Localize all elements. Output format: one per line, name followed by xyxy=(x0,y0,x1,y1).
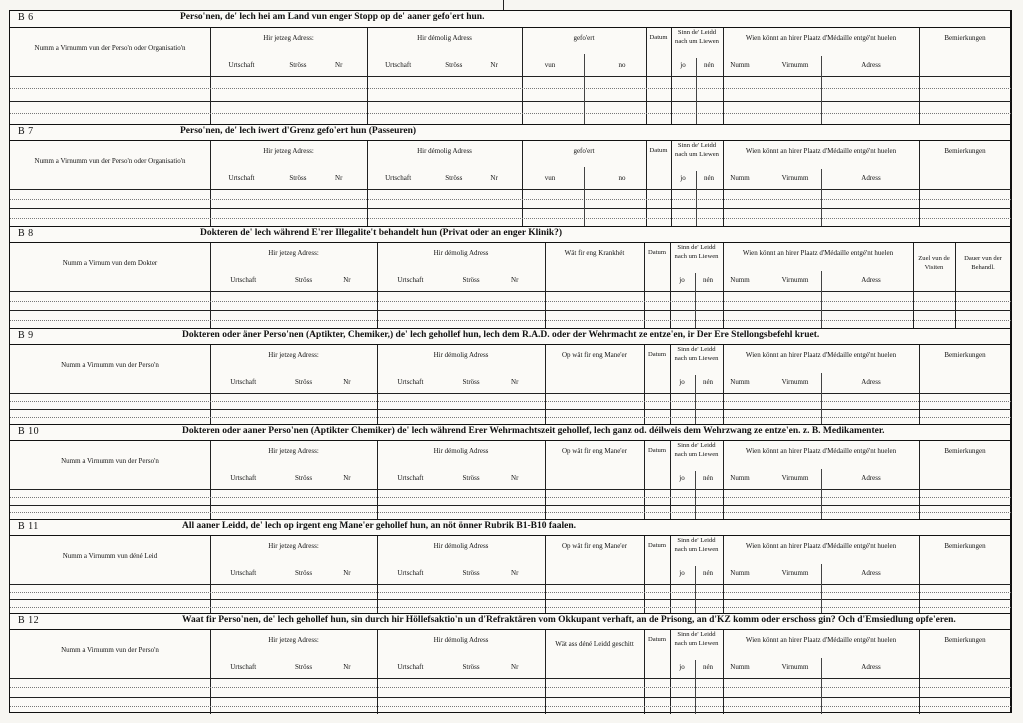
subheader-nr: Nr xyxy=(511,569,519,577)
column-header-medal: Wien könnt an hirer Plaatz d'Médaille entgé'nt huelen xyxy=(745,447,897,455)
column-header-name: Numm a Virnumm vun der Perso'n oder Organisatio'n xyxy=(34,44,186,52)
entry-row-rule xyxy=(10,101,1011,102)
subheader-locality: Urtschaft xyxy=(397,276,424,284)
subheader-medal-first-name: Virnumm xyxy=(781,61,809,69)
subheader-medal-address: Adress xyxy=(861,474,881,482)
subheader-street: Ströss xyxy=(462,378,480,386)
column-header-former-address: Hir démolig Adress xyxy=(433,542,489,550)
subheader-locality: Urtschaft xyxy=(230,276,257,284)
entry-dotted-rule xyxy=(10,113,1011,114)
subheader-medal-name: Numm xyxy=(730,61,750,69)
subheader-medal-address: Adress xyxy=(861,61,881,69)
entry-dotted-rule xyxy=(10,497,1011,498)
section-b-12 xyxy=(10,613,1010,714)
subdivider xyxy=(821,658,822,714)
subheader-yes: jo xyxy=(679,663,685,671)
column-header-date: Datum xyxy=(648,636,666,643)
subheader-street: Ströss xyxy=(289,174,307,182)
subheader-medal-first-name: Virnumm xyxy=(781,569,809,577)
column-header-current-address: Hir jetzeg Adress: xyxy=(268,542,319,550)
column-header-duration: Dauer vun der Behandl. xyxy=(964,255,1002,271)
column-header-former-address: Hir démolig Adress xyxy=(433,249,489,257)
subheader-nr: Nr xyxy=(511,276,519,284)
entry-dotted-rule xyxy=(10,301,1011,302)
entry-row-rule xyxy=(10,505,1011,506)
column-rule xyxy=(670,630,671,714)
subheader-street: Ströss xyxy=(294,378,313,386)
subheader-medal-name: Numm xyxy=(730,276,750,284)
column-header-alive: Sinn de' Leidd nach um Liewen xyxy=(674,537,719,553)
subheader-nr: Nr xyxy=(343,663,351,671)
column-header-date: Datum xyxy=(648,351,666,358)
column-header-date: Datum xyxy=(649,34,668,41)
subheader-to: no xyxy=(618,61,626,69)
subdivider xyxy=(584,167,585,226)
subdivider xyxy=(821,373,822,424)
section-table xyxy=(10,441,1010,519)
section-code: B 6 xyxy=(18,12,34,23)
subheader-no: nén xyxy=(702,663,714,671)
subheader-medal-first-name: Virnumm xyxy=(781,378,809,386)
column-header-medal: Wien könnt an hirer Plaatz d'Médaille entgé'nt huelen xyxy=(745,351,897,359)
entry-dotted-rule xyxy=(10,687,1011,688)
subheader-street: Ströss xyxy=(462,276,480,284)
subheader-medal-address: Adress xyxy=(861,276,881,284)
subheader-nr: Nr xyxy=(490,174,498,182)
subheader-locality: Urtschaft xyxy=(397,569,424,577)
entry-row-rule xyxy=(10,208,1011,209)
column-header-former-address: Hir démolig Adress xyxy=(433,636,489,644)
subheader-no: nén xyxy=(703,174,715,182)
section-header-bar xyxy=(10,613,1010,630)
subheader-street: Ströss xyxy=(294,663,313,671)
subheader-no: nén xyxy=(702,276,714,284)
column-header-former-address: Hir démolig Adress xyxy=(417,34,472,42)
section-code: B 7 xyxy=(18,126,34,137)
column-header-date: Datum xyxy=(648,542,666,549)
section-code: B 12 xyxy=(18,615,40,626)
column-header-former-address: Hir démolig Adress xyxy=(417,147,472,155)
subheader-street: Ströss xyxy=(289,61,307,69)
subdivider xyxy=(695,471,696,519)
column-rule xyxy=(723,441,724,519)
subheader-no: nén xyxy=(702,474,714,482)
column-header-name: Numm a Virnumm vun déné Leid xyxy=(62,552,158,560)
subheader-medal-first-name: Virnumm xyxy=(781,276,809,284)
column-header-remarks: Bemierkungen xyxy=(944,447,986,455)
subheader-locality: Urtschaft xyxy=(385,174,412,182)
subheader-street: Ströss xyxy=(445,174,463,182)
column-header-current-address: Hir jetzeg Adress: xyxy=(263,147,314,155)
column-rule xyxy=(670,536,671,613)
column-header-former-address: Hir démolig Adress xyxy=(433,351,489,359)
subdivider xyxy=(584,54,585,124)
entry-dotted-rule xyxy=(10,401,1011,402)
entry-dotted-rule xyxy=(10,607,1011,608)
entry-row-rule xyxy=(10,697,1011,698)
subheader-medal-name: Numm xyxy=(730,569,750,577)
column-header-name: Numm a Virnumm vun der Perso'n xyxy=(61,457,159,465)
column-header-remarks: Bemierkungen xyxy=(944,34,986,42)
subheader-no: nén xyxy=(702,378,714,386)
section-b-9 xyxy=(10,328,1010,424)
column-header-name: Numm a Virnumm vun der Perso'n oder Organisatio'n xyxy=(34,157,186,165)
subheader-medal-address: Adress xyxy=(861,174,881,182)
header-rule xyxy=(10,584,1011,585)
subdivider xyxy=(696,58,697,124)
section-table xyxy=(10,141,1010,226)
section-header-bar xyxy=(10,424,1010,441)
section-table xyxy=(10,536,1010,613)
subdivider xyxy=(696,171,697,226)
section-b-6 xyxy=(10,11,1010,124)
subheader-locality: Urtschaft xyxy=(397,378,424,386)
subheader-nr: Nr xyxy=(511,378,519,386)
subheader-no: nén xyxy=(702,569,714,577)
subheader-nr: Nr xyxy=(335,61,343,69)
column-header-name: Numm a Virnum vun dem Dokter xyxy=(62,259,158,267)
column-header-name: Numm a Virnumm vun der Perso'n xyxy=(61,646,159,654)
subheader-yes: jo xyxy=(680,174,686,182)
header-rule xyxy=(10,76,1011,77)
subheader-medal-first-name: Virnumm xyxy=(781,663,809,671)
section-table xyxy=(10,630,1010,714)
subheader-yes: jo xyxy=(679,378,685,386)
subheader-medal-address: Adress xyxy=(861,378,881,386)
column-header-special: Op wät fir eng Mane'er xyxy=(561,542,627,550)
section-b-7 xyxy=(10,124,1010,226)
column-header-special: Op wät fir eng Mane'er xyxy=(561,351,627,359)
section-b-10 xyxy=(10,424,1010,519)
section-title: Dokteren oder aaner Perso'nen (Aptikter Chemiker) de' lech während Erer Wehrmachtszeit gehollef, lech ganz od. déilweis dem Wehrzwang ze entze'en. z. B. Medikamenter. xyxy=(182,426,885,436)
section-title: Waat fir Perso'nen, de' lech gehollef hun, sin durch hir Höllefsaktio'n un d'Refraktären vom Okkupant verhaft, an de Prisong, an d'KZ komm oder erschoss gin? Och d'Emsiedlung opfe'eren. xyxy=(182,615,956,625)
section-title: All aaner Leidd, de' lech op irgent eng Mane'er gehollef hun, an nöt önner Rubrik B1-B10 faalen. xyxy=(182,521,577,531)
column-header-medal: Wien könnt an hirer Plaatz d'Médaille entgé'nt huelen xyxy=(742,249,894,257)
form-sheet xyxy=(9,10,1012,713)
entry-row-rule xyxy=(10,409,1011,410)
entry-dotted-rule xyxy=(10,88,1011,89)
column-header-date: Datum xyxy=(649,147,668,154)
column-header-medal: Wien könnt an hirer Plaatz d'Médaille entgé'nt huelen xyxy=(745,147,897,155)
header-rule xyxy=(10,393,1011,394)
section-title: Perso'nen, de' lech hei am Land vun enger Stopp op de' aaner gefo'ert hun. xyxy=(180,12,485,22)
subheader-street: Ströss xyxy=(462,663,480,671)
column-rule xyxy=(670,345,671,424)
column-header-date: Datum xyxy=(648,447,666,454)
column-rule xyxy=(723,345,724,424)
entry-dotted-rule xyxy=(10,417,1011,418)
subheader-nr: Nr xyxy=(343,569,351,577)
subdivider xyxy=(821,56,822,124)
column-rule xyxy=(545,630,546,714)
subheader-nr: Nr xyxy=(511,663,519,671)
column-header-remarks: Bemierkungen xyxy=(944,147,986,155)
subheader-street: Ströss xyxy=(462,474,480,482)
top-registration-mark xyxy=(503,0,504,10)
subheader-medal-first-name: Virnumm xyxy=(781,474,809,482)
subheader-street: Ströss xyxy=(294,276,313,284)
subheader-yes: jo xyxy=(679,276,685,284)
column-header-remarks: Bemierkungen xyxy=(944,636,986,644)
entry-row-rule xyxy=(10,599,1011,600)
subdivider xyxy=(821,271,822,328)
subheader-from: vun xyxy=(544,174,556,182)
header-rule xyxy=(10,189,1011,190)
section-code: B 11 xyxy=(18,521,39,532)
entry-dotted-rule xyxy=(10,592,1011,593)
header-rule xyxy=(10,489,1011,490)
subheader-locality: Urtschaft xyxy=(397,474,424,482)
column-header-current-address: Hir jetzeg Adress: xyxy=(268,249,319,257)
section-table xyxy=(10,345,1010,424)
subheader-street: Ströss xyxy=(294,569,313,577)
subheader-yes: jo xyxy=(680,61,686,69)
column-header-medal: Wien könnt an hirer Plaatz d'Médaille entgé'nt huelen xyxy=(745,636,897,644)
subheader-locality: Urtschaft xyxy=(230,663,257,671)
column-rule xyxy=(723,141,724,226)
section-header-bar xyxy=(10,226,1010,243)
column-rule xyxy=(671,141,672,226)
section-code: B 9 xyxy=(18,330,34,341)
entry-dotted-rule xyxy=(10,320,1011,321)
subheader-medal-first-name: Virnumm xyxy=(781,174,809,182)
subheader-locality: Urtschaft xyxy=(228,61,255,69)
column-header-visits: Zuel vun de Visiten xyxy=(918,255,950,271)
column-header-alive: Sinn de' Leidd nach um Liewen xyxy=(674,244,719,260)
subheader-medal-address: Adress xyxy=(861,663,881,671)
column-header-alive: Sinn de' Leidd nach um Liewen xyxy=(674,631,719,647)
subheader-locality: Urtschaft xyxy=(397,663,424,671)
subheader-medal-name: Numm xyxy=(730,663,750,671)
column-rule xyxy=(545,345,546,424)
section-header-bar xyxy=(10,11,1010,28)
header-rule xyxy=(10,291,1011,292)
entry-dotted-rule xyxy=(10,706,1011,707)
column-header-alive: Sinn de' Leidd nach um Liewen xyxy=(674,442,719,458)
subdivider xyxy=(821,564,822,613)
subheader-yes: jo xyxy=(679,474,685,482)
column-header-alive: Sinn de' Leidd nach um Liewen xyxy=(674,346,719,362)
column-header-current-address: Hir jetzeg Adress: xyxy=(268,447,319,455)
column-header-special: Wät fir eng Krankhét xyxy=(564,249,625,257)
column-header-alive: Sinn de' Leidd nach um Liewen xyxy=(675,142,719,158)
column-rule xyxy=(723,536,724,613)
section-code: B 10 xyxy=(18,426,40,437)
column-header-medal: Wien könnt an hirer Plaatz d'Médaille entgé'nt huelen xyxy=(745,34,897,42)
subheader-from: vun xyxy=(544,61,556,69)
column-rule xyxy=(670,441,671,519)
subheader-locality: Urtschaft xyxy=(385,61,412,69)
column-rule xyxy=(723,630,724,714)
subheader-medal-name: Numm xyxy=(730,174,750,182)
subheader-locality: Urtschaft xyxy=(228,174,255,182)
column-header-date: Datum xyxy=(648,249,666,256)
column-rule xyxy=(670,243,671,328)
subheader-yes: jo xyxy=(679,569,685,577)
subheader-nr: Nr xyxy=(511,474,519,482)
section-table xyxy=(10,28,1010,124)
subheader-medal-name: Numm xyxy=(730,378,750,386)
section-title: Perso'nen, de' lech iwert d'Grenz gefo'ert hun (Passeuren) xyxy=(180,126,417,136)
entry-row-rule xyxy=(10,310,1011,311)
subheader-nr: Nr xyxy=(335,174,343,182)
section-code: B 8 xyxy=(18,228,34,239)
section-b-8 xyxy=(10,226,1010,328)
subdivider xyxy=(821,469,822,519)
column-header-current-address: Hir jetzeg Adress: xyxy=(263,34,314,42)
subheader-nr: Nr xyxy=(490,61,498,69)
subheader-locality: Urtschaft xyxy=(230,569,257,577)
column-header-remarks: Bemierkungen xyxy=(944,542,986,550)
subheader-nr: Nr xyxy=(343,474,351,482)
entry-dotted-rule xyxy=(10,512,1011,513)
column-header-former-address: Hir démolig Adress xyxy=(433,447,489,455)
column-rule xyxy=(545,536,546,613)
subdivider xyxy=(695,375,696,424)
column-rule xyxy=(545,243,546,328)
section-header-bar xyxy=(10,328,1010,345)
column-header-remarks: Bemierkungen xyxy=(944,351,986,359)
subheader-street: Ströss xyxy=(462,569,480,577)
subheader-locality: Urtschaft xyxy=(230,378,257,386)
subheader-nr: Nr xyxy=(343,378,351,386)
column-header-special: Op wät fir eng Mane'er xyxy=(561,447,627,455)
column-header-alive: Sinn de' Leidd nach um Liewen xyxy=(675,29,719,45)
column-header-current-address: Hir jetzeg Adress: xyxy=(268,636,319,644)
subheader-locality: Urtschaft xyxy=(230,474,257,482)
subheader-nr: Nr xyxy=(343,276,351,284)
subheader-medal-address: Adress xyxy=(861,569,881,577)
column-header-driven: gefo'ert xyxy=(573,147,595,155)
subdivider xyxy=(695,566,696,613)
section-title: Dokteren de' lech während E'rer Illegalite't behandelt hun (Privat oder an enger Klinik?) xyxy=(200,228,563,238)
header-rule xyxy=(10,678,1011,679)
subheader-no: nén xyxy=(703,61,715,69)
column-header-medal: Wien könnt an hirer Plaatz d'Médaille entgé'nt huelen xyxy=(745,542,897,550)
column-header-driven: gefo'ert xyxy=(573,34,595,42)
subheader-street: Ströss xyxy=(294,474,313,482)
section-header-bar xyxy=(10,519,1010,536)
section-b-11 xyxy=(10,519,1010,613)
subheader-street: Ströss xyxy=(445,61,463,69)
subdivider xyxy=(821,169,822,226)
subdivider xyxy=(695,273,696,328)
entry-dotted-rule xyxy=(10,199,1011,200)
section-title: Dokteren oder äner Perso'nen (Aptikter, Chemiker,) de' lech gehollef hun, lech dem R.A.D. oder der Wehrmacht ze entze'en, ir Der Ere Stellongsbefehl kruet. xyxy=(182,330,820,340)
subheader-medal-name: Numm xyxy=(730,474,750,482)
column-rule xyxy=(723,243,724,328)
column-header-name: Numm a Virnumm vun der Perso'n xyxy=(61,361,159,369)
column-header-special: Wät ass déné Leidd geschitt xyxy=(555,640,634,648)
section-header-bar xyxy=(10,124,1010,141)
column-header-current-address: Hir jetzeg Adress: xyxy=(268,351,319,359)
section-table xyxy=(10,243,1010,328)
subdivider xyxy=(695,660,696,714)
column-rule xyxy=(545,441,546,519)
entry-dotted-rule xyxy=(10,218,1011,219)
subheader-to: no xyxy=(618,174,626,182)
